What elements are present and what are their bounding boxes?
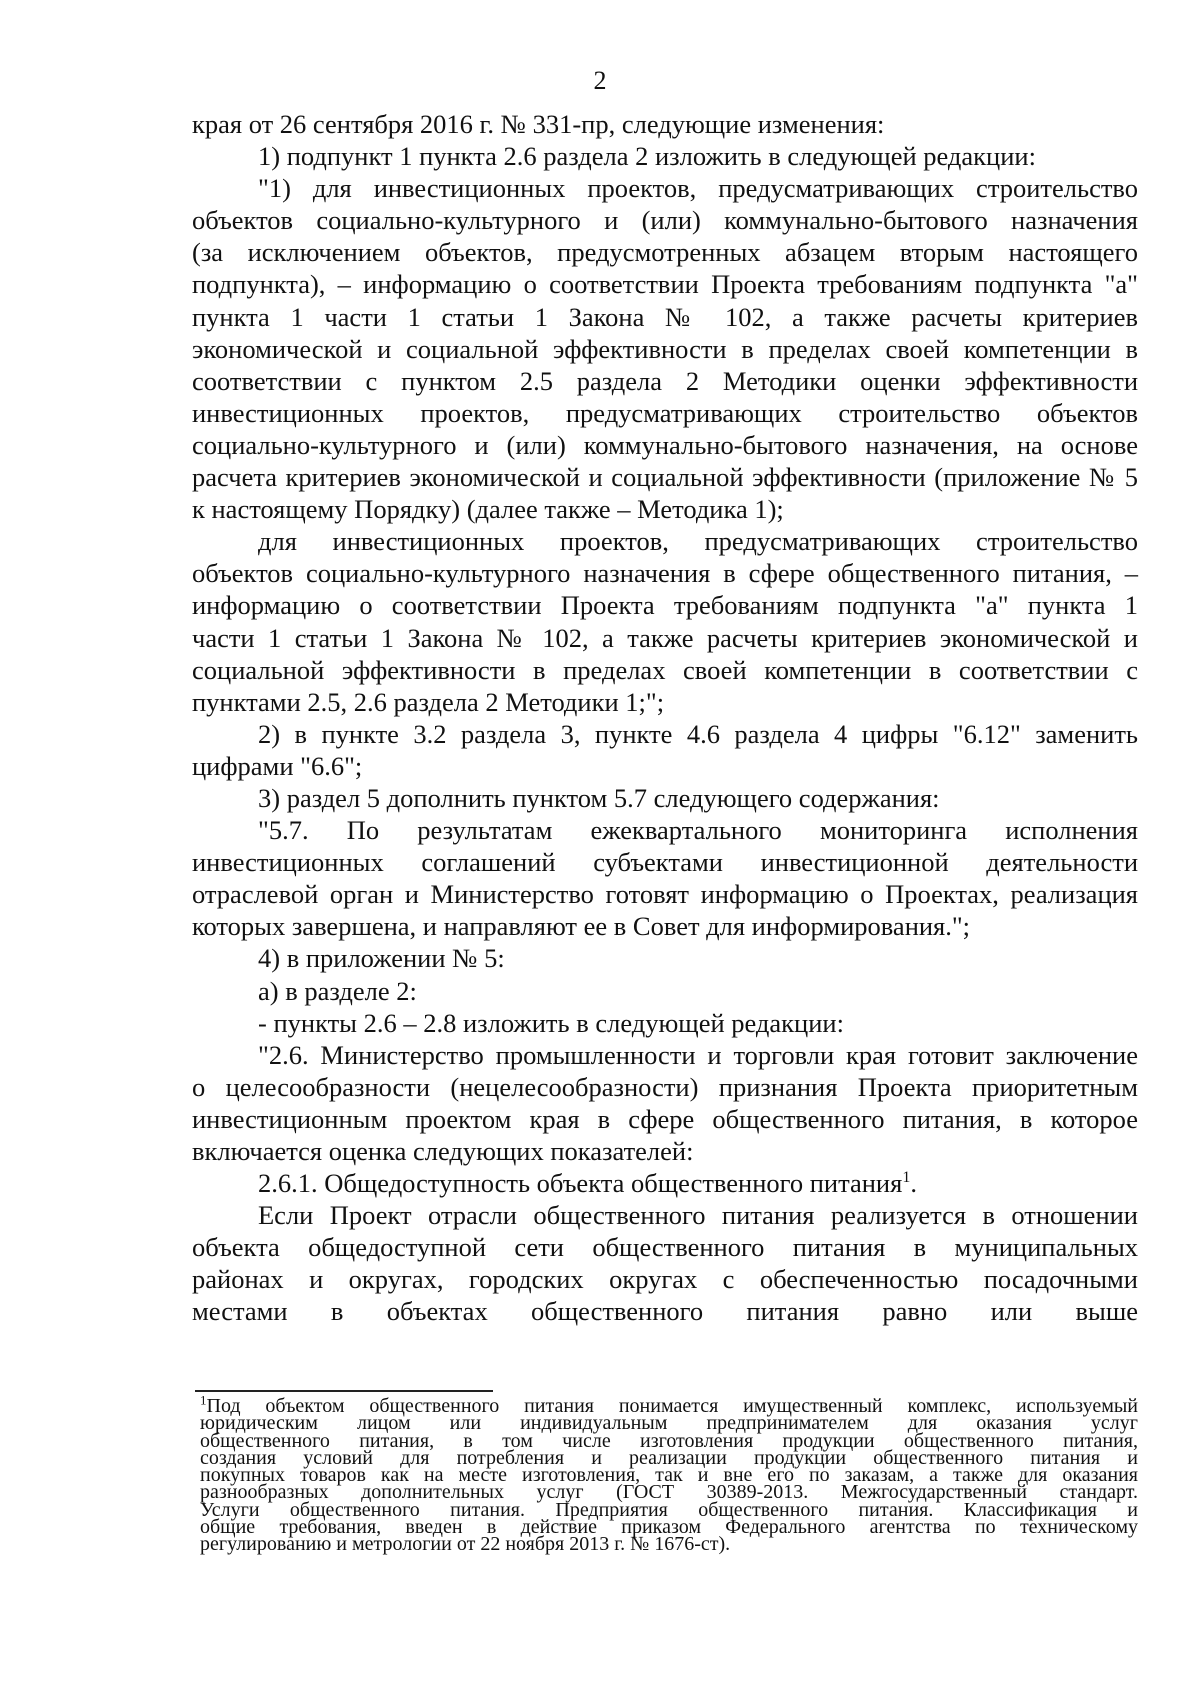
footnote-line: юридическим лицом или индивидуальным предпринимателем для оказания услуг [200, 1412, 1138, 1435]
text-line: 4) в приложении № 5: [258, 943, 505, 974]
text-line: (за исключением объектов, предусмотренных абзацем вторым настоящего [192, 237, 1138, 268]
footnote-text: Под объектом общественного питания понимается имущественный комплекс, используемый [206, 1395, 1138, 1417]
text-line: объектов социально-культурного назначения в сфере общественного питания, – [192, 558, 1138, 589]
footnote-separator [195, 1390, 493, 1392]
text-line: а) в разделе 2: [258, 975, 417, 1006]
body-text [192, 108, 1138, 1328]
text-line: инвестиционным проектом края в сфере общественного питания, в которое [192, 1103, 1138, 1134]
text-line: инвестиционных соглашений субъектами инвестиционной деятельности [192, 847, 1138, 878]
text-line: 3) раздел 5 дополнить пунктом 5.7 следующего содержания: [258, 782, 940, 813]
footnote-line: разнообразных дополнительных услуг (ГОСТ 30389-2013. Межгосударственный стандарт. [200, 1481, 1138, 1504]
footnote-reference-line [192, 1167, 1138, 1199]
text-line: социально-культурного и (или) коммунально-бытового назначения, на основе [192, 429, 1138, 460]
text-line: экономической и социальной эффективности в пределах своей компетенции в [192, 333, 1138, 364]
text-line: объектов социально-культурного и (или) коммунально-бытового назначения [192, 205, 1138, 236]
text-line: соответствии с пунктом 2.5 раздела 2 Методики оценки эффективности [192, 365, 1138, 396]
footnote-line: общие требования, введен в действие приказом Федерального агентства по техническому [200, 1516, 1138, 1539]
text-line: информацию о соответствии Проекта требованиям подпункта "а" пункта 1 [192, 590, 1138, 621]
footnote [200, 1392, 1138, 1556]
text-line: 2) в пункте 3.2 раздела 3, пункте 4.6 раздела 4 цифры "6.12" заменить [258, 718, 1138, 749]
text-line-punctuation: . [910, 1168, 917, 1199]
text-line: расчета критериев экономической и социальной эффективности (приложение № 5 [192, 462, 1138, 493]
text-line: пункта 1 части 1 статьи 1 Закона № 102, а также расчеты критериев [192, 301, 1138, 332]
text-line: "5.7. По результатам ежеквартального мониторинга исполнения [258, 815, 1138, 846]
text-line: края от 26 сентября 2016 г. № 331-пр, следующие изменения: [192, 109, 885, 139]
text-line: районах и округах, городских округах с обеспеченностью посадочными [192, 1264, 1138, 1295]
text-line: подпункта), – информацию о соответствии Проекта требованиям подпункта "а" [192, 269, 1138, 300]
text-line: - пункты 2.6 – 2.8 изложить в следующей редакции: [258, 1007, 844, 1038]
text-line: "1) для инвестиционных проектов, предусматривающих строительство [258, 173, 1138, 204]
text-line: для инвестиционных проектов, предусматривающих строительство [258, 526, 1138, 557]
footnote-line: общественного питания, в том числе изготовления продукции общественного питания, [200, 1429, 1138, 1452]
text-line: о целесообразности (нецелесообразности) признания Проекта приоритетным [192, 1071, 1138, 1102]
text-line: пунктами 2.5, 2.6 раздела 2 Методики 1;"; [192, 686, 665, 717]
text-line: Если Проект отрасли общественного питания реализуется в отношении [258, 1200, 1138, 1231]
footnote-line: создания условий для потребления и реализации продукции общественного питания и [200, 1446, 1138, 1469]
text-line: "2.6. Министерство промышленности и торговли края готовит заключение [258, 1039, 1138, 1070]
text-line: местами в объектах общественного питания равно или выше [192, 1296, 1138, 1327]
text-line: которых завершена, и направляют ее в Совет для информирования."; [192, 911, 971, 942]
text-line: социальной эффективности в пределах своей компетенции в соответствии с [192, 654, 1138, 685]
text-line: включается оценка следующих показателей: [192, 1136, 694, 1166]
text-line: 2.6.1. Общедоступность объекта общественного питания [258, 1168, 903, 1199]
footnote-marker: 1 [200, 1392, 207, 1408]
footnote-line: регулированию и метрологии от 22 ноября 2013 г. № 1676-ст). [200, 1533, 731, 1556]
text-line: цифрами "6.6"; [192, 750, 363, 781]
text-line: 1) подпункт 1 пункта 2.6 раздела 2 изложить в следующей редакции: [258, 141, 1036, 172]
text-line: инвестиционных проектов, предусматривающих строительство объектов [192, 397, 1138, 428]
footnote-line: Услуги общественного питания. Предприятия общественного питания. Классификация и [200, 1498, 1138, 1521]
text-line: к настоящему Порядку) (далее также – Методика 1); [192, 494, 784, 525]
footnote-reference: 1 [902, 1169, 911, 1187]
text-line: отраслевой орган и Министерство готовят информацию о Проектах, реализация [192, 879, 1138, 910]
page-number: 2 [593, 66, 607, 95]
text-line: части 1 статьи 1 Закона № 102, а также расчеты критериев экономической и [192, 622, 1138, 653]
footnote-line: покупных товаров как на месте изготовления, так и вне его по заказам, а также для оказания [200, 1464, 1138, 1487]
text-line: объекта общедоступной сети общественного питания в муниципальных [192, 1232, 1138, 1263]
